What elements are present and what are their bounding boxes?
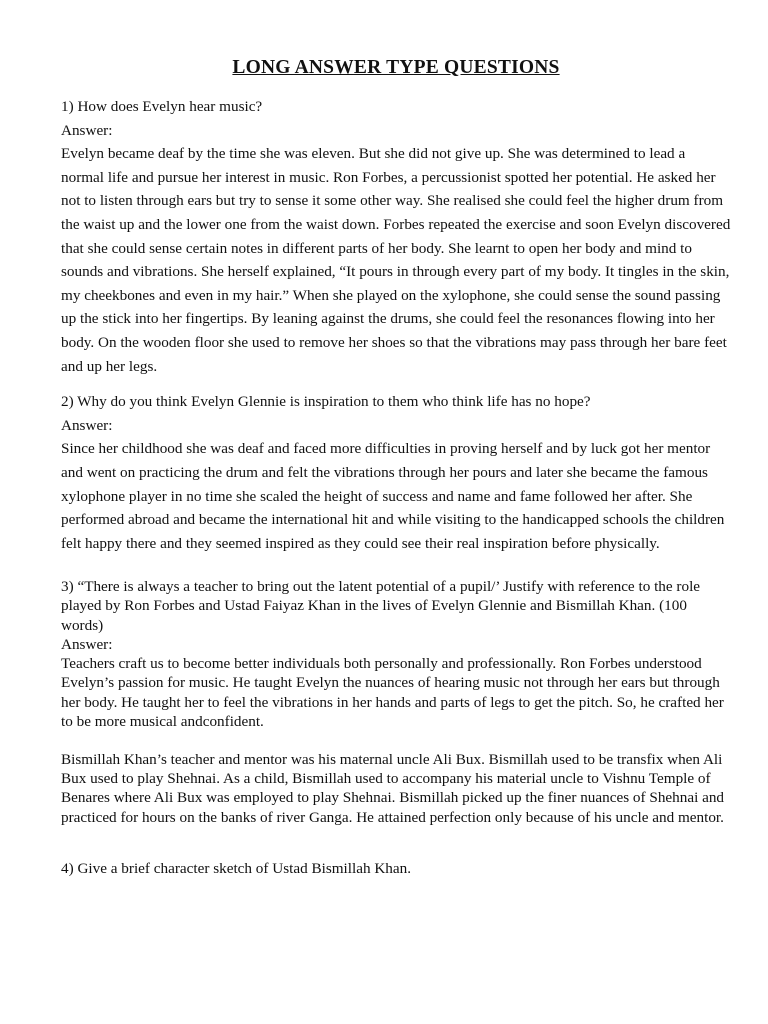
answer-label: Answer: (61, 416, 113, 434)
question-1-block (61, 95, 731, 378)
document-page (61, 55, 731, 878)
answer-2-text: Since her childhood she was deaf and faced more difficulties in proving herself and by luck got her mentor and went on practicing the drum and felt the vibrations through her pours and later she became the famous xylophone player in no time she scaled the height of success and name and fame followed her after. She performed abroad and became the international hit and while visiting to the handicapped schools the children felt happy there and they seemed inspired as they could see their real inspiration before physically. (61, 440, 725, 552)
question-4-text: 4) Give a brief character sketch of Ustad Bismillah Khan. (61, 859, 412, 877)
answer-1-text: Evelyn became deaf by the time she was eleven. But she did not give up. She was determined to lead a normal life and pursue her interest in music. Ron Forbes, a percussionist spotted her potential. He asked her not to listen through ears but try to sense it some other way. She realised she could feel the higher drum from the waist up and the lower one from the waist down. Forbes repeated the exercise and soon Evelyn discovered that she could sense certain notes in different parts of her body. She learnt to open her body and mind to sounds and vibrations. She herself explained, “It pours in through every part of my body. It tingles in the skin, my cheekbones and even in my hair.” When she played on the xylophone, she could sense the sound passing up the stick into her fingertips. By leaning against the drums, she could feel the resonances flowing into her body. On the wooden floor she used to remove her shoes so that the vibrations may pass through her bare feet and up her legs. (61, 145, 731, 375)
page-title: LONG ANSWER TYPE QUESTIONS (232, 57, 560, 78)
question-1-text: 1) How does Evelyn hear music? (61, 98, 263, 115)
answer-label: Answer: (61, 635, 113, 653)
answer-label: Answer: (61, 121, 113, 139)
answer-3-paragraph-2: Bismillah Khan’s teacher and mentor was his maternal uncle Ali Bux. Bismillah used to be transfix when Ali Bux used to play Shehnai. As a child, Bismillah used to accompany his material uncle to Vishnu Temple of Benares where Ali Bux was employed to play Shehnai. Bismillah picked up the finer nuances of Shehnai and practiced for hours on the banks of river Ganga. He attained perfection only because of his uncle and mentor. (61, 750, 725, 826)
question-2-text: 2) Why do you think Evelyn Glennie is inspiration to them who think life has no hope? (61, 393, 591, 411)
answer-3-paragraph-1: Teachers craft us to become better individuals both personally and professionally. Ron Forbes understood Evelyn’s passion for music. He taught Evelyn the nuances of hearing music not through her ears but through her body. He taught her to feel the vibrations in her hands and parts of legs to get the pitch. So, he crafted her to be more musical andconfident. (61, 655, 724, 730)
question-2-block (61, 390, 731, 555)
question-3-text: 3) “There is always a teacher to bring out the latent potential of a pupil/’ Justify with reference to the role played by Ron Forbes and Ustad Faiyaz Khan in the lives of Evelyn Glennie and Bismillah Khan. (100 words) (61, 578, 701, 634)
question-3-block (61, 577, 731, 826)
question-4-block (61, 859, 731, 878)
